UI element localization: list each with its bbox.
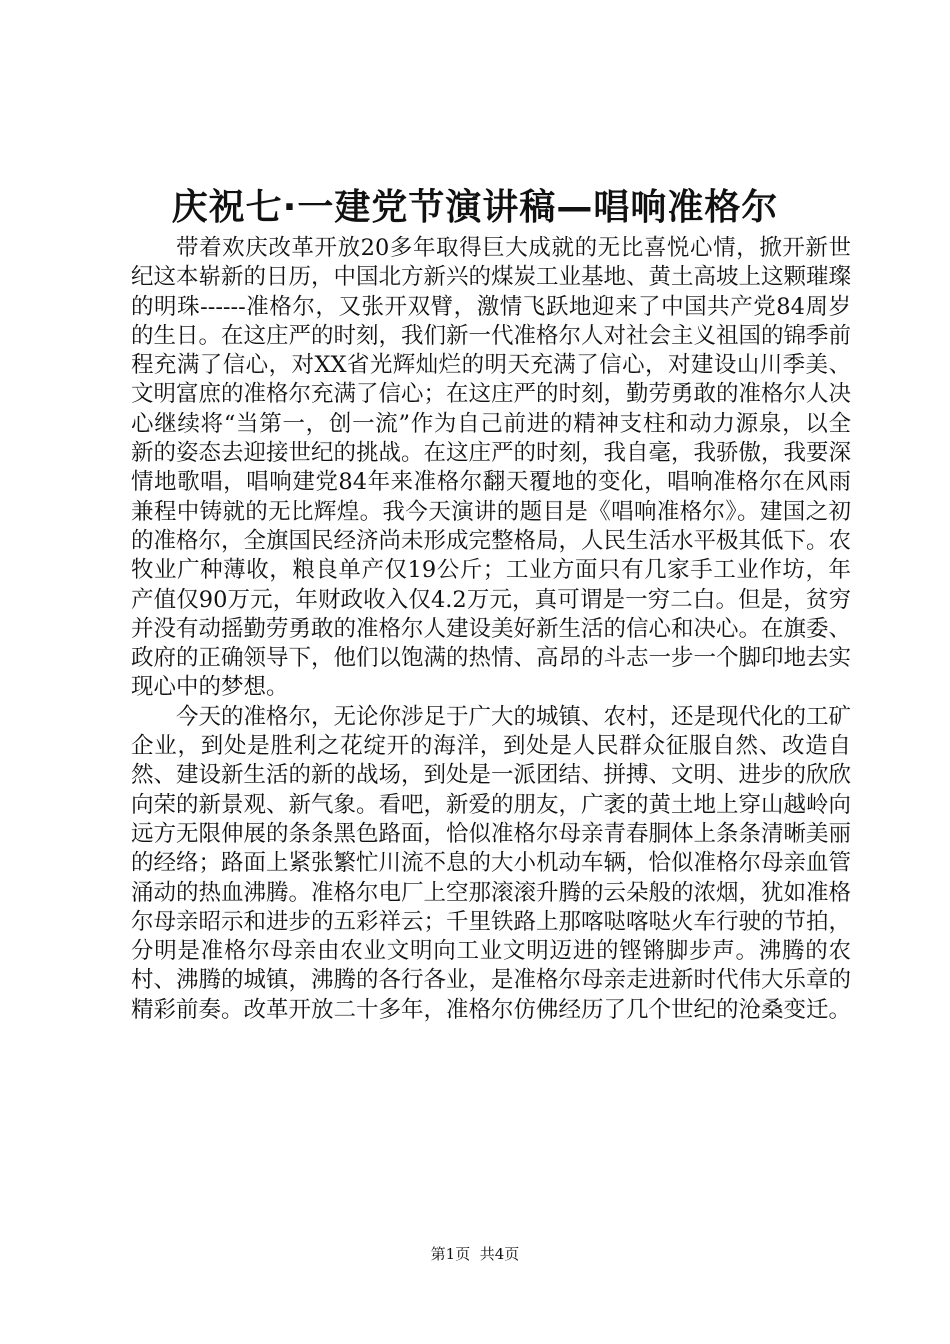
paragraph-2: 今天的准格尔，无论你涉足于广大的城镇、农村，还是现代化的工矿企业，到处是胜利之花绽开的海洋，到处是人民群众征服自然、改造自然、建设新生活的新的战场，到处是一派团结、拼搏、文明、进步的欣欣向荣的新景观、新气象。看吧，新爱的朋友，广袤的黄土地上穿山越岭向远方无限伸展的条条黑色路面，恰似准格尔母亲青春胴体上条条清晰美丽的经络；路面上紧张繁忙川流不息的大小机动车辆，恰似准格尔母亲血管涌动的热血沸腾。准格尔电厂上空那滚滚升腾的云朵般的浓烟，犹如准格尔母亲昭示和进步的五彩祥云；千里铁路上那喀哒喀哒火车行驶的节拍，分明是准格尔母亲由农业文明向工业文明迈进的铿锵脚步声。沸腾的农村、沸腾的城镇，沸腾的各行各业，是准格尔母亲走进新时代伟大乐章的精彩前奏。改革开放二十多年，准格尔仿佛经历了几个世纪的沧桑变迁。 [131,703,852,1023]
page-footer [0,1244,950,1264]
footer-spacer [470,1245,480,1263]
paragraph-1: 带着欢庆改革开放20多年取得巨大成就的无比喜悦心情，掀开新世纪这本崭新的日历，中国北方新兴的煤炭工业基地、黄土高坡上这颗璀璨的明珠------准格尔，又张开双臂，激情飞跃地迎来了中国共产党84周岁的生日。在这庄严的时刻，我们新一代准格尔人对社会主义祖国的锦季前程充满了信心，对XX省光辉灿烂的明天充满了信心，对建设山川季美、文明富庶的准格尔充满了信心；在这庄严的时刻，勤劳勇敢的准格尔人决心继续将“当第一，创一流”作为自己前进的精神支柱和动力源泉，以全新的姿态去迎接世纪的挑战。在这庄严的时刻，我自毫，我骄傲，我要深情地歌唱，唱响建党84年来准格尔翻天覆地的变化，唱响准格尔在风雨兼程中铸就的无比辉煌。我今天演讲的题目是《唱响准格尔》。建国之初的准格尔，全旗国民经济尚未形成完整格局，人民生活水平极其低下。农牧业广种薄收，粮良单产仅19公斤；工业方面只有几家手工业作坊，年产值仅90万元，年财政收入仅4.2万元，真可谓是一穷二白。但是，贫穷并没有动摇勤劳勇敢的准格尔人建设美好新生活的信心和决心。在旗委、政府的正确领导下，他们以饱满的热情、高昂的斗志一步一个脚印地去实现心中的梦想。 [131,235,852,701]
document-title: 庆祝七·一建党节演讲稿—唱响准格尔 [171,187,779,228]
document-body [131,234,851,1025]
page-number: 第1页 [430,1245,471,1263]
page-total: 共4页 [479,1245,520,1263]
